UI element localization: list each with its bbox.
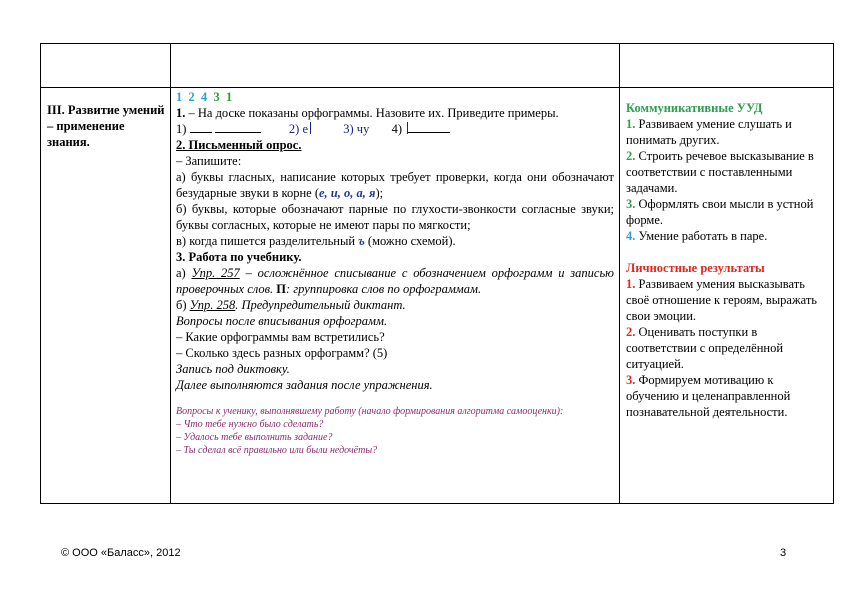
task-number: 3: [213, 90, 220, 104]
task-number: 1: [176, 90, 183, 104]
empty-cell: [41, 44, 171, 88]
outcome-item: 3. Формируем мотивацию к обучению и целенаправленной познавательной деятельности.: [626, 373, 791, 419]
task-3-a: а) Упр. 257 – осложнённое списывание с обозначением орфограмм и записью проверочных слов. П: группировка слов по орфограммам.: [176, 266, 614, 296]
blank-line: [215, 121, 261, 133]
task-2-heading: 2. Письменный опрос.: [176, 138, 302, 152]
task-1: 1. – На доске показаны орфограммы. Назовите их. Приведите примеры.: [176, 106, 559, 120]
questions-heading: Вопросы после вписывания орфограмм.: [176, 314, 388, 328]
blank-line: [190, 121, 212, 133]
outcome-item: 2. Строить речевое высказывание в соответствии с поставленными задачами.: [626, 149, 814, 195]
stage-title: III. Развитие умений – применение знания.: [47, 103, 165, 149]
lesson-plan-table: [40, 43, 834, 504]
self-check-intro: Вопросы к ученику, выполнявшему работу (начало формирования алгоритма самооценки):: [176, 406, 564, 417]
outcome-item: 2. Оценивать поступки в соответствии с определённой ситуацией.: [626, 325, 784, 371]
task-2-a: а) буквы гласных, написание которых требует проверки, когда они обозначают безударные звуки в корне (е, и, о, а, я);: [176, 170, 614, 200]
empty-cell: [171, 44, 620, 88]
footer-copyright: © ООО «Баласс», 2012: [61, 547, 181, 559]
blank-line: [408, 121, 450, 133]
table-row-stage: [41, 88, 834, 504]
task-3-b: б) Упр. 258. Предупредительный диктант.: [176, 298, 406, 312]
task-3-heading: 3. Работа по учебнику.: [176, 250, 302, 264]
task-2-b: б) буквы, которые обозначают парные по глухости-звонкости согласные звуки; буквы согласных, которые не имеют пары по мягкости;: [176, 202, 614, 232]
communicative-heading: Коммуникативные УУД: [626, 101, 763, 115]
personal-heading: Личностные результаты: [626, 261, 765, 275]
outcome-item: 1. Развиваем умение слушать и понимать других.: [626, 117, 792, 147]
orthogram-items: 1) 2) е 3) чу 4): [176, 121, 614, 137]
self-check-question: – Удалось тебе выполнить задание?: [176, 432, 333, 443]
self-check-question: – Что тебе нужно было сделать?: [176, 419, 324, 430]
text-cursor-icon: [310, 122, 311, 134]
task-number: 4: [201, 90, 208, 104]
table-row-empty: [41, 44, 834, 88]
outcomes-cell: [620, 88, 834, 504]
dictation-note: Запись под диктовку.: [176, 362, 290, 376]
page-number: 3: [780, 547, 787, 559]
outcome-item: 1. Развиваем умения высказывать своё отношение к героям, выражать свои эмоции.: [626, 277, 818, 323]
task-2-intro: – Запишите:: [176, 154, 242, 168]
task-2-c: в) когда пишется разделительный ъ (можно схемой).: [176, 234, 456, 248]
outcome-item: 4. Умение работать в паре.: [626, 229, 768, 243]
activity-cell: [171, 88, 620, 504]
task-numbers: [176, 89, 614, 105]
question: – Сколько здесь разных орфограмм? (5): [176, 346, 388, 360]
self-check-block: [176, 405, 614, 457]
task-number: 2: [188, 90, 195, 104]
self-check-question: – Ты сделал всё правильно или были недочёты?: [176, 445, 378, 456]
outcome-item: 3. Оформлять свои мысли в устной форме.: [626, 197, 814, 227]
task-number: 1: [226, 90, 233, 104]
after-note: Далее выполняются задания после упражнения.: [176, 378, 433, 392]
question: – Какие орфограммы вам встретились?: [176, 330, 385, 344]
stage-cell: [41, 88, 171, 504]
empty-cell: [620, 44, 834, 88]
